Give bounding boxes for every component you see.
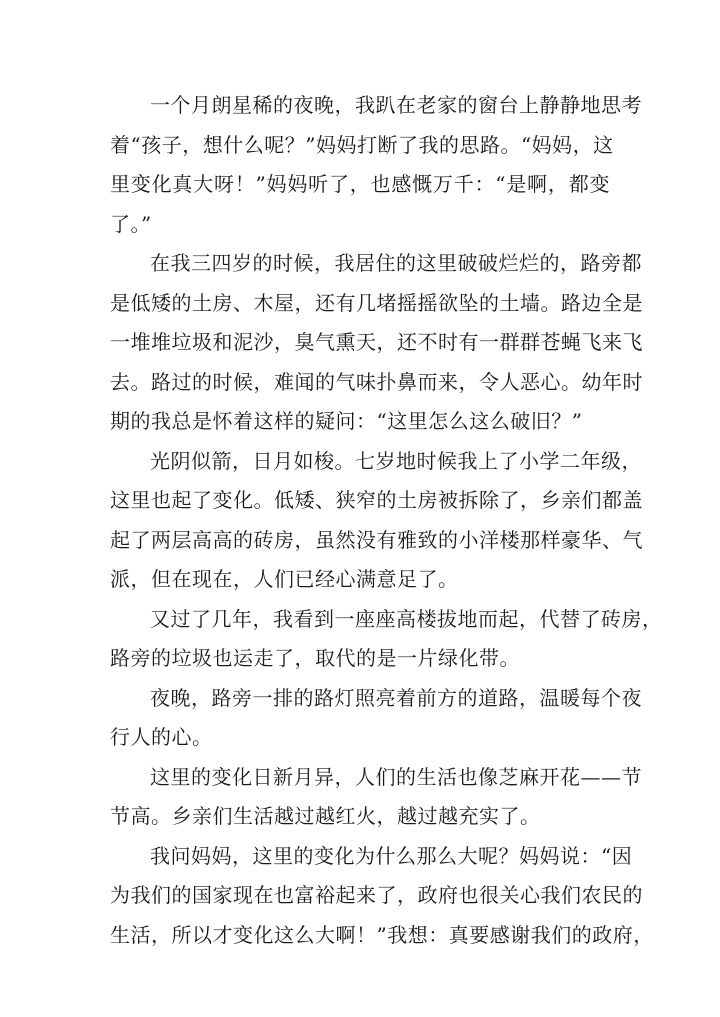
text-line: 节高。乡亲们生活越过越红火，越过越充实了。 <box>110 804 541 828</box>
text-line: 是低矮的土房、木屋，还有几堵摇摇欲坠的土墙。路边全是 <box>110 290 643 315</box>
text-line: 为我们的国家现在也富裕起来了，政府也很关心我们农民的 <box>110 883 643 907</box>
text-line: 里变化真大呀！”妈妈听了，也感慨万千：“是啊，都变 <box>110 172 610 196</box>
text-line: 路旁的垃圾也运走了，取代的是一片绿化带。 <box>110 646 520 670</box>
text-line: 这里也起了变化。低矮、狭窄的土房被拆除了，乡亲们都盖 <box>110 488 643 512</box>
text-line: 光阴似箭，日月如梭。七岁地时候我上了小学二年级， <box>150 448 642 473</box>
text-line: 起了两层高高的砖房，虽然没有雅致的小洋楼那样豪华、气 <box>110 527 643 552</box>
essay-page <box>110 86 663 955</box>
text-line: 派，但在现在，人们已经心满意足了。 <box>110 567 459 591</box>
text-line: 行人的心。 <box>110 725 213 749</box>
text-line: 在我三四岁的时候，我居住的这里破破烂烂的，路旁都 <box>150 251 642 275</box>
text-line: 这里的变化日新月异，人们的生活也像芝麻开花——节 <box>150 764 642 789</box>
text-line: 期的我总是怀着这样的疑问：“这里怎么这么破旧？” <box>110 409 583 433</box>
text-line: 一个月朗星稀的夜晚，我趴在老家的窗台上静静地思考 <box>150 93 642 117</box>
text-line: 去。路过的时候，难闻的气味扑鼻而来，令人恶心。幼年时 <box>110 369 643 394</box>
text-line: 着“孩子，想什么呢？”妈妈打断了我的思路。“妈妈，这 <box>110 132 614 157</box>
text-line: 了。” <box>110 211 152 236</box>
text-line: 又过了几年，我看到一座座高楼拔地而起，代替了砖房， <box>150 606 663 631</box>
text-line: 一堆堆垃圾和泥沙，臭气熏天，还不时有一群群苍蝇飞来飞 <box>110 330 643 354</box>
text-line: 我问妈妈，这里的变化为什么那么大呢？妈妈说：“因 <box>150 843 633 868</box>
text-line: 生活，所以才变化这么大啊！”我想：真要感谢我们的政府， <box>110 922 654 947</box>
text-line: 夜晚，路旁一排的路灯照亮着前方的道路，温暖每个夜 <box>150 685 642 710</box>
